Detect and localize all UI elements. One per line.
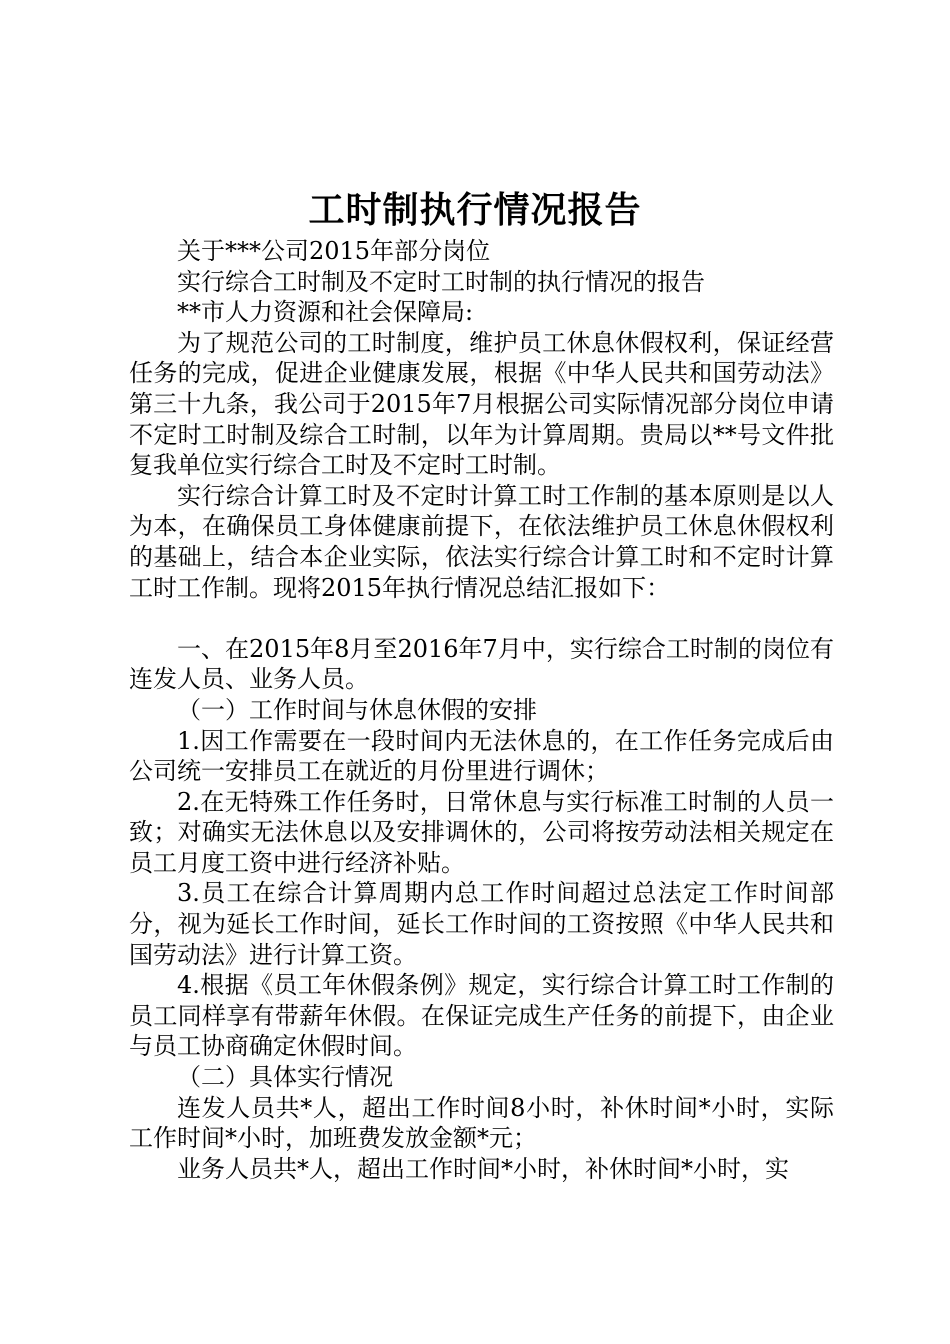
intro-paragraph: 为了规范公司的工时制度，维护员工休息休假权利，保证经营任务的完成，促进企业健康发展，根据《中华人民共和国劳动法》第三十九条，我公司于2015年7月根据公司实际情况部分岗位申请不定时工时制及综合工时制，以年为计算周期。贵局以**号文件批复我单位实行综合工时及不定时工时制。 — [129, 328, 834, 480]
subject-line-1: 关于***公司2015年部分岗位 — [177, 237, 491, 265]
principle-paragraph: 实行综合计算工时及不定时计算工时工作制的基本原则是以人为本，在确保员工身体健康前提下，在依法维护员工休息休假权利的基础上，结合本企业实际，依法实行综合计算工时和不定时计算工时工作制。现将2015年执行情况总结汇报如下： — [129, 481, 834, 602]
item-3: 3.员工在综合计算周期内总工作时间超过总法定工作时间部分，视为延长工作时间，延长工作时间的工资按照《中华人民共和国劳动法》进行计算工资。 — [129, 879, 834, 969]
subsection-two-heading: （二）具体实行情况 — [177, 1063, 393, 1092]
section-one-heading: 一、在2015年8月至2016年7月中，实行综合工时制的岗位有连发人员、业务人员。 — [129, 634, 834, 694]
business-staff-paragraph: 业务人员共*人，超出工作时间*小时，补休时间*小时，实 — [177, 1154, 789, 1183]
item-2: 2.在无特殊工作任务时，日常休息与实行标准工时制的人员一致；对确实无法休息以及安排调休的，公司将按劳动法相关规定在员工月度工资中进行经济补贴。 — [129, 787, 834, 877]
document-body — [129, 236, 834, 1184]
blank-line — [129, 603, 834, 634]
item-4: 4.根据《员工年休假条例》规定，实行综合计算工时工作制的员工同样享有带薪年休假。在保证完成生产任务的前提下，由企业与员工协商确定休假时间。 — [129, 971, 834, 1061]
subject-line-2: 实行综合工时制及不定时工时制的执行情况的报告 — [177, 267, 705, 296]
item-1: 1.因工作需要在一段时间内无法休息的，在工作任务完成后由公司统一安排员工在就近的月份里进行调休； — [129, 726, 834, 786]
lianfa-staff-paragraph: 连发人员共*人，超出工作时间8小时，补休时间*小时，实际工作时间*小时，加班费发放金额*元； — [129, 1093, 834, 1153]
subsection-one-heading: （一）工作时间与休息休假的安排 — [177, 695, 537, 724]
addressee: **市人力资源和社会保障局: — [177, 298, 474, 327]
document-title: 工时制执行情况报告 — [308, 189, 642, 231]
